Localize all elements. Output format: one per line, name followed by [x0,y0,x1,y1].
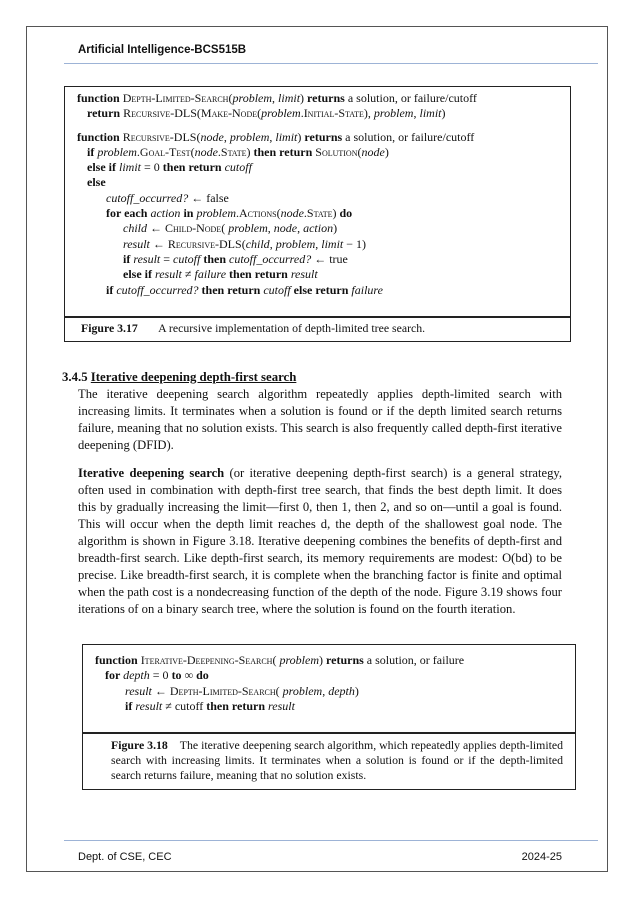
code-line [87,145,592,160]
code-line [123,267,628,282]
code-token: Initial-State [303,106,364,121]
code-token: ), [363,106,374,121]
code-line [125,699,617,714]
code-token: limit [119,160,142,175]
code-token: else return [290,282,352,297]
code-token: Recursive-DLS [167,236,242,251]
code-token: Recursive-DLS [122,129,197,144]
figure-3-18-caption [111,738,563,783]
code-token: depth [123,668,150,683]
code-token: ( [196,129,201,144]
section-title: Iterative deepening depth-first search [90,370,297,384]
figure-3-18-pseudocode [83,645,575,714]
caption-divider [83,732,575,734]
code-token: problem [275,236,316,251]
code-token: limit [419,106,442,121]
code-token: Iterative-Deepening-Search [140,653,273,667]
code-token: problem [279,653,320,667]
figure-3-17-box [64,86,571,342]
code-token: limit [321,236,344,251]
code-token: , [272,91,279,105]
paragraph-2-term: Iterative deepening search [78,466,225,480]
code-token: ( [272,653,280,667]
code-line [106,191,611,206]
code-token: ( [357,144,362,159]
code-token: problem [232,91,273,105]
code-line [123,237,628,252]
caption-divider [65,316,570,318]
code-token: , [322,683,329,698]
code-token: cutoff [173,251,201,266]
code-token: , [223,129,230,144]
code-token: State [306,206,333,221]
code-token: ( [276,206,281,221]
code-token: Child-Node [165,221,222,236]
code-token: problem [373,106,414,121]
code-token: result [125,683,152,698]
code-token: . [303,206,307,221]
code-token: action [150,206,181,221]
code-token: ← [147,221,165,236]
code-token: action [303,221,334,236]
code-line [106,283,611,298]
code-token: node [194,144,218,159]
code-token: child [245,236,270,251]
code-line [87,106,592,121]
footer-rule [64,840,598,841]
paragraph-1: The iterative deepening search algorithm repeatedly applies depth-limited search with increasing limits. It terminates when a solution is found or if the depth limited search returns failure, meaning that no solution exists. This search is also frequently called depth-first iterative deepening (DFID). [78,387,562,452]
code-token: then return [206,698,269,713]
code-token: result [268,698,295,713]
code-token: ( [228,91,233,105]
code-token: ( [241,236,246,251]
code-line [77,130,582,145]
code-token: child [123,221,147,236]
code-token: cutoff_occurred? [106,190,189,205]
code-token: ) [297,129,305,144]
code-token: then return [253,144,316,159]
paragraph-2-text: (or iterative deepening depth-first search) is a general strategy, often used in combination with depth-first tree search, that finds the best depth limit. It does this by gradually increasing the limit—first 0, then 1, then 2, and so on—until a goal is found. This will occur when the depth limit reaches d, the depth of the shallowest goal node. The algorithm is shown in Figure 3.18. Iterative deepening combines the benefits of depth-first and breadth-first search. Like depth-first search, its memory requirements are modest: O(bd) to be precise. Like breadth-first search, it is complete when the branching factor is finite and optimal when the path cost is a nondecreasing function of the depth of the node. Figure 3.19 shows four iterations of on a binary search tree, where the solution is found on the fourth iteration. [78,466,562,616]
code-token: if [125,698,136,713]
code-token: then [200,251,230,266]
code-token: for each [106,206,151,221]
code-token: node [280,206,304,221]
code-token: node [200,129,224,144]
code-token: node [361,144,385,159]
code-token: else if [123,267,155,282]
code-token: do [339,206,353,221]
figure-caption-text: A recursive implementation of depth-limited tree search. [158,321,426,335]
code-token: for [105,668,124,683]
code-token: , [267,221,274,236]
code-token: problem [97,144,137,159]
code-line [87,160,592,175]
code-token: result [133,251,161,266]
code-token: = [160,251,174,266]
code-token: problem [282,683,323,698]
code-token: Solution [315,144,358,159]
code-token: ≠ [181,267,195,282]
code-line [77,122,582,130]
code-token: Actions [239,206,277,221]
code-token: ← [149,236,168,251]
footer-year: 2024-25 [521,851,562,863]
footer-department: Dept. of CSE, CEC [78,851,172,863]
code-token: if [87,144,98,159]
code-token: result [135,698,163,713]
figure-label: Figure 3.18 [111,738,168,752]
code-token: result [155,267,182,282]
code-token: a solution, or failure/cutoff [344,91,477,105]
code-token: then return [226,267,291,282]
code-token: result [123,236,150,251]
code-token: Make-Node [200,106,258,121]
code-line [123,252,628,267]
code-line [87,175,592,190]
code-token: then return [198,282,264,297]
code-token: ) [300,91,308,105]
code-line [105,668,597,683]
code-token: return [87,106,124,121]
code-line [125,684,617,699]
code-token: problem [196,206,237,221]
code-token: to [171,668,182,683]
code-token: , [413,106,420,121]
code-token: ← [151,683,170,698]
page-header: Artificial Intelligence-BCS515B [78,44,247,56]
code-token: limit [278,91,301,105]
code-token: Depth-Limited-Search [122,91,229,105]
code-token: ( [257,106,262,121]
code-token: ≠ cutoff [162,698,207,713]
code-token: ← true [311,251,348,266]
paragraph-2 [78,465,562,618]
code-token: if [106,282,117,297]
code-token: , [269,129,276,144]
code-token: then return [162,160,225,175]
code-token: ( [275,683,283,698]
code-token: cutoff_occurred? [229,251,312,266]
code-token: cutoff [224,160,252,175]
code-token: ( [221,221,229,236]
code-token: failure [351,282,383,297]
code-token: , [315,236,322,251]
code-token: ( [190,144,195,159]
code-line [106,206,611,221]
code-token: − 1) [343,236,367,251]
code-token: Goal-Test [139,144,191,159]
code-token: , [269,236,276,251]
code-token: ← false [188,190,229,205]
section-number: 3.4.5 [62,370,91,384]
code-token: ) [332,206,340,221]
code-token: problem [261,106,301,121]
code-token: else if [87,160,119,175]
code-token: ) [384,144,389,159]
code-token: do [196,668,209,683]
code-token: Recursive-DLS [123,106,197,121]
code-token: depth [328,683,355,698]
code-token: ) [333,221,338,236]
code-token: function [77,91,123,105]
code-token: a solution, or failure/cutoff [342,129,475,144]
header-rule [64,63,598,64]
figure-caption-text: The iterative deepening search algorithm, which repeatedly applies depth-limited search with increasing limits. It terminates when a solution is found or if the depth-limited search returns failure, meaning that no solution exists. [111,738,564,782]
code-token: . [217,144,221,159]
figure-3-17-caption [81,321,425,336]
code-token: failure [194,267,227,282]
code-token: , [297,221,304,236]
code-token: . [300,106,304,121]
code-token: returns [307,91,345,105]
code-token: ) [354,683,359,698]
figure-3-17-pseudocode [65,87,570,298]
code-token: function [95,653,141,667]
code-token: returns [304,129,343,144]
code-token: node [273,221,298,236]
code-token: = 0 [141,160,163,175]
code-token: . [136,144,140,159]
code-token: problem [229,129,270,144]
code-token: returns [326,653,364,667]
code-token: problem [228,221,268,236]
code-token: else [87,175,106,190]
code-line [123,221,628,236]
code-token: Depth-Limited-Search [169,683,276,698]
code-token: ) [441,106,446,121]
code-token: . [236,206,240,221]
code-token: in [180,206,197,221]
code-token: ) [246,144,254,159]
code-line [77,91,582,106]
code-token: result [290,267,318,282]
code-token: a solution, or failure [363,653,465,667]
figure-label: Figure 3.17 [81,321,138,335]
code-token: ( [196,106,201,121]
code-line [95,653,587,668]
code-token: cutoff_occurred? [116,282,199,297]
figure-3-18-box [82,644,576,790]
code-token: ∞ [181,668,197,683]
section-heading [62,370,296,385]
code-token: if [123,251,134,266]
code-token: State [220,144,247,159]
code-token: function [77,129,123,144]
code-token: limit [275,129,298,144]
code-token: = 0 [149,668,172,683]
code-token: cutoff [263,282,291,297]
code-token: ) [319,653,327,667]
